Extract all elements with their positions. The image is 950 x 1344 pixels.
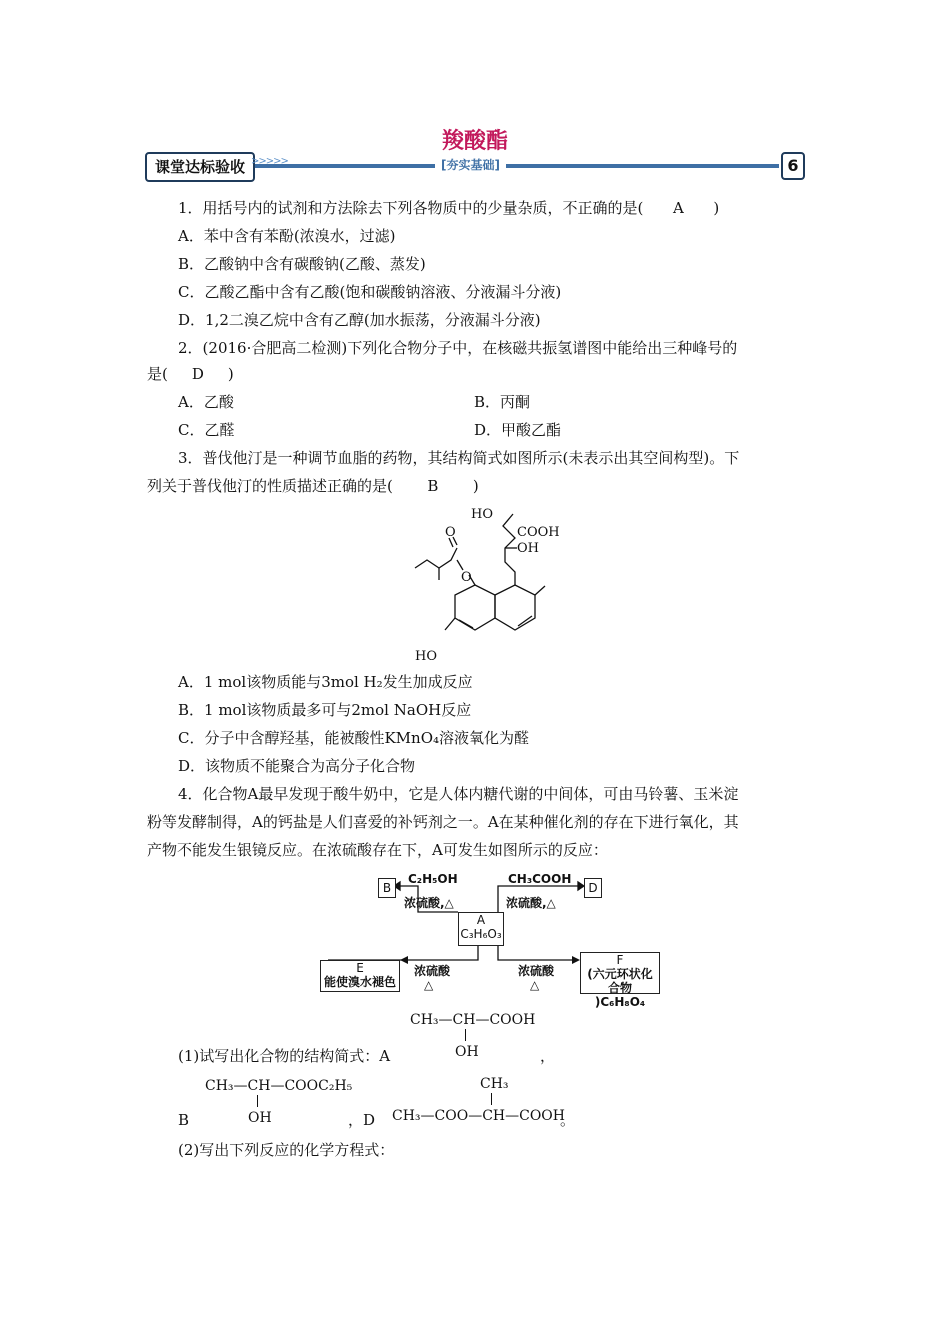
q3-option-a: A．1 mol该物质能与3mol H₂发生加成反应 <box>178 673 473 691</box>
flow-cond-right: 浓硫酸,△ <box>506 896 556 910</box>
q3-option-c: C．分子中含醇羟基，能被酸性KMnO₄溶液氧化为醛 <box>178 729 530 747</box>
q4-b-prefix: B <box>178 1111 190 1129</box>
q3-stem-line2: 列关于普伐他汀的性质描述正确的是( B ) <box>147 477 479 495</box>
struct-oh: OH <box>517 541 539 556</box>
q2-answer: D <box>191 365 204 383</box>
banner-label: 课堂达标验收 <box>145 152 255 182</box>
flow-box-d: D <box>584 878 602 898</box>
flow-h2so4-right: 浓硫酸 <box>518 964 555 978</box>
pravastatin-structure <box>405 500 585 665</box>
q2-stem-line2: 是( D ) <box>147 365 234 383</box>
flow-delta-right: △ <box>530 978 540 992</box>
flow-cond-left: 浓硫酸,△ <box>404 896 454 910</box>
q4-d-prefix: ，D <box>348 1111 376 1129</box>
section-banner <box>145 152 805 180</box>
flow-box-e: E 能使溴水褪色 <box>320 960 400 992</box>
flow-box-b: B <box>378 878 396 898</box>
q1-answer: A <box>672 199 684 217</box>
q2-option-d: D．甲酸乙酯 <box>474 421 562 439</box>
q2-option-c: C．乙醛 <box>178 421 235 439</box>
q4-comma1: ， <box>540 1047 556 1065</box>
struct-cooh: COOH <box>517 525 560 540</box>
b-struct-main: CH₃—CH—COOC₂H₅ <box>205 1078 353 1094</box>
q3-option-b: B．1 mol该物质最多可与2mol NaOH反应 <box>178 701 472 719</box>
q2-stem-line1: 2．(2016·合肥高二检测)下列化合物分子中，在核磁共振氢谱图中能给出三种峰号的 <box>178 339 738 357</box>
q1-option-b: B．乙酸钠中含有碳酸钠(乙酸、蒸发) <box>178 255 426 273</box>
a-struct-main: CH₃—CH—COOH <box>410 1012 536 1028</box>
banner-arrows: >>>>> <box>251 156 288 167</box>
page-title: 羧酸酯 <box>441 129 508 154</box>
d-struct-main: CH₃—COO—CH—COOH <box>392 1108 565 1124</box>
flow-reagent-ethanol: C₂H₅OH <box>408 872 458 886</box>
a-struct-bond <box>465 1029 466 1041</box>
banner-center-label: [夯实基础] <box>435 156 506 173</box>
q4-stem-line1: 4．化合物A最早发现于酸牛奶中，它是人体内糖代谢的中间体，可由马铃薯、玉米淀 <box>178 785 739 803</box>
q1-option-d: D．1,2二溴乙烷中含有乙醇(加水振荡，分液漏斗分液) <box>178 311 541 329</box>
b-struct-sub: OH <box>248 1110 272 1126</box>
reaction-diagram <box>318 872 663 1009</box>
struct-ho-top: HO <box>471 507 493 522</box>
q4-part2-label: (2)写出下列反应的化学方程式： <box>178 1141 395 1159</box>
q4-part1-label: (1)试写出化合物的结构简式：A <box>178 1047 391 1065</box>
flow-box-a: A C₃H₆O₃ <box>458 912 504 946</box>
q1-option-c: C．乙酸乙酯中含有乙酸(饱和碳酸钠溶液、分液漏斗分液) <box>178 283 562 301</box>
struct-ho-bottom: HO <box>415 649 437 664</box>
d-struct-top: CH₃ <box>480 1076 509 1092</box>
q4-end: 。 <box>560 1111 576 1129</box>
q1-stem: 1．用括号内的试剂和方法除去下列各物质中的少量杂质，不正确的是( A ) <box>178 199 720 217</box>
banner-divider <box>241 164 779 168</box>
struct-o-ester: O <box>461 570 472 585</box>
q3-answer: B <box>427 477 439 495</box>
flow-box-f: F (六元环状化 合物 )C₆H₈O₄ <box>580 952 660 994</box>
q4-stem-line2: 粉等发酵制得，A的钙盐是人们喜爱的补钙剂之一。A在某种催化剂的存在下进行氧化，其 <box>147 813 739 831</box>
a-struct-sub: OH <box>455 1044 479 1060</box>
flow-delta-left: △ <box>424 978 434 992</box>
struct-o-carbonyl: O <box>445 525 456 540</box>
q4-stem-line3: 产物不能发生银镜反应。在浓硫酸存在下，A可发生如图所示的反应： <box>147 841 608 859</box>
q2-option-b: B．丙酮 <box>474 393 531 411</box>
q3-stem-line1: 3．普伐他汀是一种调节血脂的药物，其结构简式如图所示(未表示出其空间构型)。下 <box>178 449 740 467</box>
q3-option-d: D．该物质不能聚合为高分子化合物 <box>178 757 416 775</box>
b-struct-bond <box>257 1095 258 1107</box>
d-struct-bond <box>491 1093 492 1105</box>
flow-reagent-acetic: CH₃COOH <box>508 872 572 886</box>
flow-h2so4-left: 浓硫酸 <box>414 964 451 978</box>
q2-option-a: A．乙酸 <box>178 393 234 411</box>
banner-number: 6 <box>781 152 805 180</box>
q1-option-a: A．苯中含有苯酚(浓溴水，过滤) <box>178 227 396 245</box>
